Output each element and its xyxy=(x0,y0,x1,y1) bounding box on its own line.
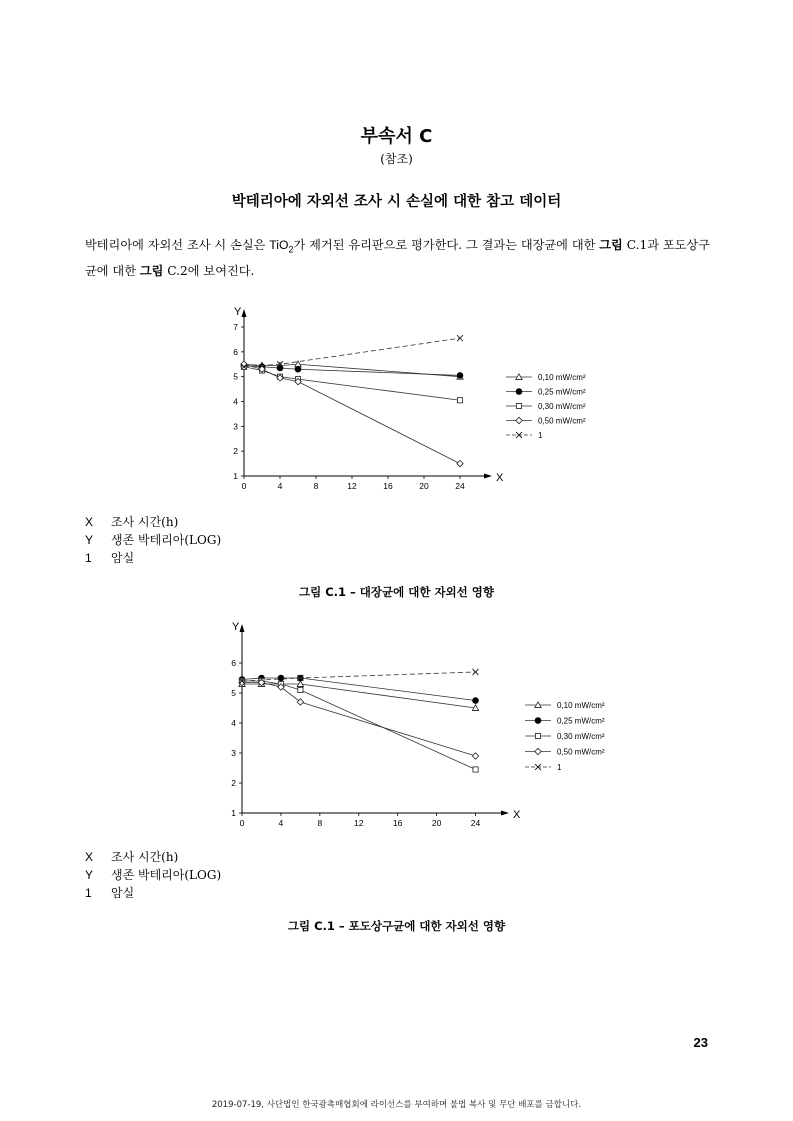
series-4 xyxy=(241,361,463,467)
figure1-caption: 그림 C.1 – 대장균에 대한 자외선 영향 xyxy=(299,585,494,599)
para-text-1: 박테리아에 자외선 조사 시 손실은 xyxy=(85,238,270,252)
figure2-caption: 그림 C.1 – 포도상구균에 대한 자외선 영향 xyxy=(287,919,506,933)
series-line xyxy=(242,678,476,701)
y-tick-label: 5 xyxy=(233,371,238,382)
data-point xyxy=(473,767,478,772)
legend-marker xyxy=(516,403,521,408)
series-2 xyxy=(241,363,463,379)
legend-label: 1 xyxy=(538,431,543,440)
key-text: 암실 xyxy=(111,551,135,565)
series-3 xyxy=(239,678,478,772)
y-tick-label: 4 xyxy=(233,396,238,407)
series-4 xyxy=(239,679,479,759)
license-footer: 2019-07-19, 사단법인 한국광촉매협회에 라이선스를 부여하며 불법 복사 및 무단 배포를 금합니다. xyxy=(211,1100,582,1110)
x-tick-label: 16 xyxy=(392,818,403,828)
section-title: 박테리아에 자외선 조사 시 손실에 대한 참고 데이터 xyxy=(231,194,562,210)
legend-label: 1 xyxy=(557,763,562,772)
y-tick-label: 5 xyxy=(231,688,236,698)
x-tick-label: 12 xyxy=(347,481,357,491)
data-point xyxy=(457,335,463,341)
y-tick-label: 3 xyxy=(231,748,236,758)
key-row-x xyxy=(85,513,221,531)
para-text-3: C.1과 포도상구균에 대한 xyxy=(85,238,710,279)
series-line xyxy=(244,364,460,463)
key-row-y xyxy=(85,866,221,884)
key-label: Y xyxy=(85,533,94,547)
chart-ecoli xyxy=(225,294,600,494)
series-3 xyxy=(241,364,462,403)
figure1-key xyxy=(85,513,221,567)
legend-label: 0,25 mW/cm² xyxy=(557,716,605,726)
legend-label: 0,25 mW/cm² xyxy=(538,387,586,397)
x-tick-label: 24 xyxy=(455,481,465,491)
legend-label: 0,10 mW/cm² xyxy=(538,373,586,382)
y-axis-arrow xyxy=(240,624,245,632)
data-point xyxy=(298,687,303,692)
key-text: 생존 박테리아(LOG) xyxy=(111,533,222,547)
series-line xyxy=(244,338,460,367)
x-axis-label: X xyxy=(496,472,504,484)
data-point xyxy=(472,753,478,759)
figure2-key xyxy=(85,848,221,902)
x-tick-label: 4 xyxy=(277,481,283,491)
chart-staphylococcus xyxy=(222,622,627,834)
x-tick-label: 20 xyxy=(431,818,442,828)
x-tick-label: 0 xyxy=(241,481,247,491)
legend-label: 0,30 mW/cm² xyxy=(557,732,605,741)
figure-ref-1: 그림 xyxy=(599,238,623,252)
y-tick-label: 3 xyxy=(233,421,238,432)
data-point xyxy=(278,675,284,681)
series-5 xyxy=(241,335,463,370)
y-tick-label: 2 xyxy=(233,446,238,457)
figure-ref-2: 그림 xyxy=(139,264,164,279)
data-point xyxy=(457,373,463,379)
x-tick-label: 4 xyxy=(278,818,284,828)
y-tick-label: 7 xyxy=(233,322,238,332)
series-line xyxy=(242,672,476,681)
data-point xyxy=(457,460,463,466)
key-row-1 xyxy=(85,549,221,567)
para-text-4: C.2에 보여진다. xyxy=(163,264,255,279)
x-axis-arrow xyxy=(501,811,509,816)
legend-marker xyxy=(535,718,541,724)
key-text: 조사 시간(h) xyxy=(111,515,179,529)
legend-marker xyxy=(535,748,541,754)
annex-title: 부속서 C xyxy=(360,126,433,147)
key-label: X xyxy=(85,515,94,529)
key-text: 생존 박테리아(LOG) xyxy=(111,868,222,882)
series-line xyxy=(244,367,460,401)
series-5 xyxy=(239,669,479,684)
y-axis-label: Y xyxy=(234,306,242,318)
x-tick-label: 16 xyxy=(383,481,393,491)
legend-label: 0,10 mW/cm² xyxy=(557,701,605,710)
key-label: Y xyxy=(85,868,94,882)
legend-marker xyxy=(535,733,540,738)
intro-paragraph xyxy=(85,234,710,282)
y-tick-label: 1 xyxy=(231,808,236,818)
y-tick-label: 6 xyxy=(233,346,238,357)
x-tick-label: 12 xyxy=(354,818,364,828)
x-tick-label: 8 xyxy=(313,481,319,491)
key-label: X xyxy=(85,850,94,864)
legend-marker xyxy=(516,389,522,395)
key-label: 1 xyxy=(85,551,92,565)
annex-subtitle: (참조) xyxy=(380,152,413,166)
y-axis-arrow xyxy=(242,309,247,317)
key-text: 조사 시간(h) xyxy=(111,850,179,864)
series-line xyxy=(242,681,476,770)
series-line xyxy=(242,683,476,757)
series-line xyxy=(244,365,460,375)
legend-label: 0,50 mW/cm² xyxy=(557,747,605,757)
y-tick-label: 1 xyxy=(233,471,238,481)
y-tick-label: 2 xyxy=(231,778,236,788)
legend-label: 0,30 mW/cm² xyxy=(538,402,586,411)
para-formula: TiO xyxy=(269,238,289,252)
x-axis-label: X xyxy=(513,809,521,821)
y-tick-label: 4 xyxy=(231,718,236,728)
data-point xyxy=(297,699,303,705)
x-tick-label: 20 xyxy=(419,481,429,491)
key-row-1 xyxy=(85,884,221,902)
x-tick-label: 8 xyxy=(317,818,323,828)
para-text-2: 가 제거된 유리판으로 평가한다. 그 결과는 대장균에 대한 xyxy=(293,238,600,252)
data-point xyxy=(473,669,479,675)
data-point xyxy=(473,698,479,704)
x-tick-label: 24 xyxy=(470,818,481,828)
legend-marker xyxy=(516,417,522,423)
data-point xyxy=(457,398,462,403)
series-1 xyxy=(241,361,463,379)
series-line xyxy=(244,364,460,376)
page-number: 23 xyxy=(693,1035,708,1050)
x-axis-arrow xyxy=(484,474,492,479)
y-axis-label: Y xyxy=(232,622,240,633)
key-label: 1 xyxy=(85,886,92,900)
legend-label: 0,50 mW/cm² xyxy=(538,416,586,426)
key-row-x xyxy=(85,848,221,866)
key-text: 암실 xyxy=(111,886,135,900)
para-formula-subscript: 2 xyxy=(288,244,294,255)
y-tick-label: 6 xyxy=(231,658,236,668)
x-tick-label: 0 xyxy=(239,818,245,828)
data-point xyxy=(295,366,301,372)
key-row-y xyxy=(85,531,221,549)
